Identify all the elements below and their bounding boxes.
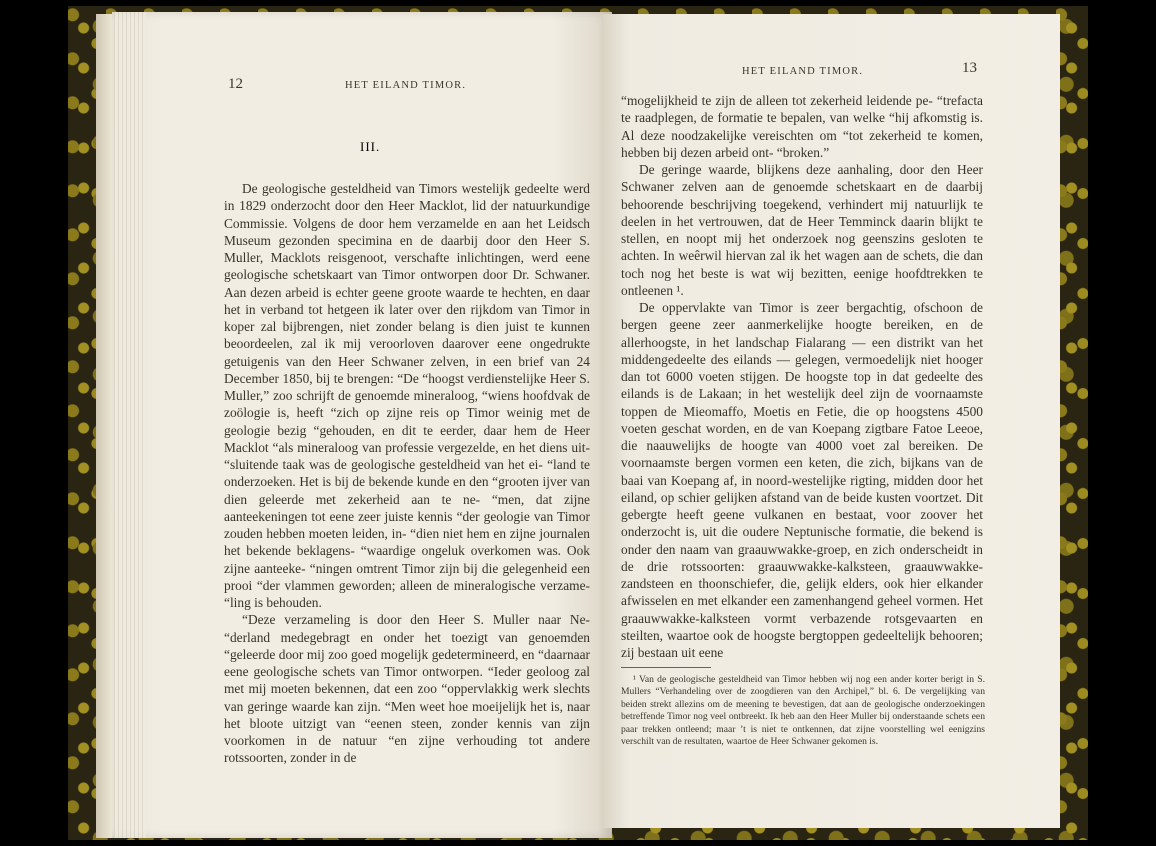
left-running-head: HET EILAND TIMOR. [345,80,467,91]
right-running-head: HET EILAND TIMOR. [742,66,864,77]
right-page-body [621,92,983,661]
left-paragraph-1: De geologische gesteldheid van Timors westelijk gedeelte werd in 1829 onderzocht door den Heer Macklot, lid der natuurkundige Commissie. Volgens de door hem verzamelde en aan het Leidsch Museum gezonden specimina en de daarbij door den Heer S. Muller, Macklots reisgenoot, verschafte inlichtingen, werd eene geologische schetskaart van Timor ontworpen door Dr. Schwaner. Aan dezen arbeid is echter geene groote waarde te hechten, en daar het in verband tot hetgeen ik later over den rijkdom van Timor in koper zal bijbrengen, niet zonder belang is dien juist te kunnen beoordeelen, zal ik mij veroorloven daarover eene ongedrukte getuigenis van den Heer Schwaner zelven, in een brief van 24 December 1850, bij te brengen: “De “hoogst verdienstelijke Heer S. Muller,” zoo schrijft de genoemde mineraloog, “wiens hoofdvak de zoölogie is, heeft “zich op zijne reis op Timor weinig met de geologie bezig “gehouden, en dit te eerder, daar hem de Heer Macklot “als mineraloog van professie vergezelde, en het diens uit- “sluitende taak was de geologische gesteldheid van het ei- “land te onderzoeken. Het is bij de bekende kunde en den “grooten ijver van dien geleerde met zekerheid aan te ne- “men, dat zijne aanteekeningen tot eene zeer juiste kennis “der geologie van Timor zouden hebben moeten leiden, in- “dien niet hem en zijne journalen het bekende beklagens- “waardige ongeluk overkomen was. Ook zijne aanteeke- “ningen omtrent Timor zijn bij die gelegenheid een prooi “der vlammen geworden; alleen de mineralogische verzame- “ling is behouden. [224,181,590,610]
footnote-text: ¹ Van de geologische gesteldheid van Timor hebben wij nog een ander korter berigt in S. Mullers “Verhandeling over de zoogdieren van den Archipel,” bl. 6. De vergelijking van beiden strekt allezins om de meening te bevestigen, dat aan de geologische onderzoekingen betreffende Timor nog veel ontbreekt. Ik heb aan den Heer Muller bij onderstaande schets een paar trekken ontleend; maar ’t is niet te ontkennen, dat zijne voorstelling wel eenigzins verschilt van de resultaten, waartoe de Heer Schwaner gekomen is. [621,674,985,748]
right-paragraph-2: De geringe waarde, blijkens deze aanhaling, door den Heer Schwaner zelven aan de genoemde schetskaart en de daarbij behoorende beschrijving toegekend, verhindert mij natuurlijk te deelen in het vertrouwen, dat de Heer Temminck daarin blijkt te stellen, en noopt mij het onderzoek nog geenszins gesloten te achten. In weêrwil hiervan zal ik het wagen aan de schets, die dan toch nog het beste is wat wij bezitten, eenige hoofdtrekken te ontleenen ¹. [621,162,983,298]
page-edges [114,12,146,838]
left-page-number: 12 [228,76,243,92]
right-paragraph-3: De oppervlakte van Timor is zeer bergachtig, ofschoon de bergen geene zeer aanmerkelijke hoogte bereiken, en de allerhoogste, in het landschap Fialarang — een distrikt van het middengedeelte des eilands — gelegen, vermoedelijk niet hooger dan tot 6000 voeten stijgen. De hoogste top in dat gedeelte des eilands is de Lakaan; in het westelijk deel zijn de voornaamste toppen de Mieomaffo, Moetis en Fetie, die op hoogstens 4500 voeten geschat worden, en de van Koepang zigtbare Fatoe Leeoe, die naauwelijks de hoogte van 4000 voet zal bereiken. De voornaamste bergen vormen een keten, die zich, bijkans van de baai van Koepang af, in noord-westelijke rigting, midden door het eiland, op schier gelijken afstand van de beide kusten voortzet. Dit gebergte heeft geene vulkanen en bestaat, voor zoover het onderzocht is, uit die oudere Neptunische formatie, die bekend is onder den naam van graauwwakke-groep, en zich onderscheidt in de drie rotssoorten: graauwwakke-kalksteen, graauwwakke-zandsteen en thoonschiefer, die, gelijk elders, ook hier elkander afwisselen en met elkander een zamenhangend geheel vormen. Het graauwwakke-kalksteen vormt verbazende rotsgevaarten en steilten, waartoe ook de hoogste bergtoppen gedeeltelijk behooren; zij bestaan uit eene [621,300,983,660]
right-page-number: 13 [962,60,977,76]
left-page-body [224,180,590,767]
footnote-rule [621,667,711,668]
chapter-heading: III. [360,139,381,154]
left-paragraph-2: “Deze verzameling is door den Heer S. Muller naar Ne- “derland medegebragt en onder het toezigt van genoemden “geleerde door mij zoo goed mogelijk gedetermineerd, en “daarnaar eene geologische schets van Timor ontworpen. “Ieder geoloog zal met mij moeten bekennen, dat een zoo “oppervlakkig werk slechts van geringe waarde kan zijn. “Men weet hoe moeijelijk het is, naar het bloote uitzigt van “eenen steen, zonder kennis van zijn voorkomen in de natuur “en zijne verhouding tot andere rotssoorten, zonder in de [224,612,590,766]
footnote [621,674,985,748]
right-paragraph-1: “mogelijkheid te zijn de alleen tot zekerheid leidende pe- “trefacta te raadplegen, de formatie te bepalen, van welke “hij afkomstig is. Al deze noodzakelijke vereischten om “tot zekerheid te komen, hebben bij dezen arbeid ont- “broken.” [621,93,983,160]
